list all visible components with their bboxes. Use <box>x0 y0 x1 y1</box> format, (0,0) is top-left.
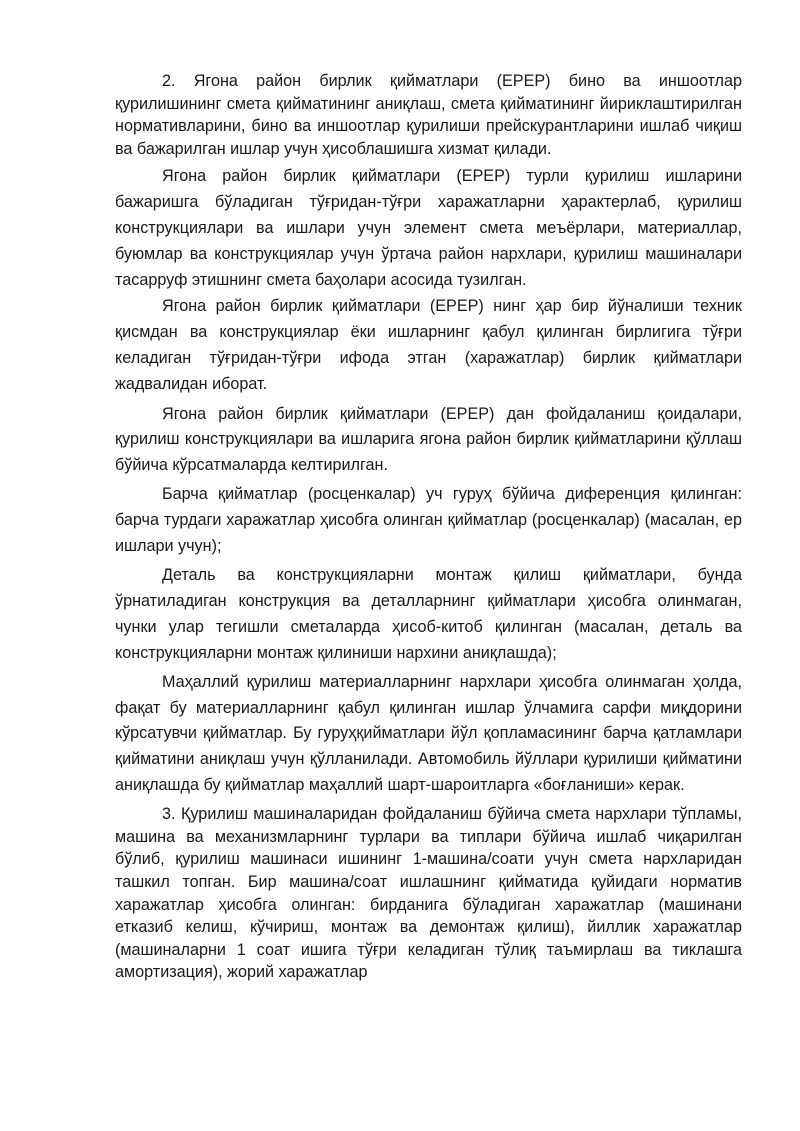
paragraph-1: 2. Ягона район бирлик қийматлари (ЕРЕР) бино ва иншоотлар қурилишининг смета қийматининг аниқлаш, смета қийматининг йириклаштирилган нормативларини, бино ва иншоотлар қурилиши прейскурантларини ишлаб чиқиш ва бажарилган ишлар учун ҳисоблашишга хизмат қилади. <box>115 72 742 158</box>
paragraph-2: Ягона район бирлик қийматлари (ЕРЕР) турли қурилиш ишларини бажаришга бўладиган тўғридан-тўғри харажатларни ҳарактерлаб, қурилиш конструкциялари ва ишлари учун элемент смета меъёрлари, материаллар, буюмлар ва конструкциялар учун ўртача район нархлари, қурилиш машиналари тасарруф этишнинг смета баҳолари асосида тузилган. <box>115 167 742 289</box>
paragraph-8: 3. Қурилиш машиналаридан фойдаланиш бўйича смета нархлари тўпламы, машина ва механизмларнинг турлари ва типлари бўйича ишлаб чиқарилган бўлиб, қурилиш машинаси ишининг 1-машина/соати учун смета нархларидан ташкил топган. Бир машина/соат ишлашнинг қийматида қуйидаги норматив харажатлар ҳисобга олинган: бирданига бўладиган харажатлар (машинани етказиб келиш, кўчириш, монтаж ва демонтаж қилиш), йиллик харажатлар (машиналарни 1 соат ишига тўғри келадиган тўлиқ таъмирлаш ва тиклашга амортизация), жорий харажатлар <box>115 805 742 982</box>
paragraph-5: Барча қийматлар (росценкалар) уч гуруҳ бўйича диференция қилинган: барча турдаги харажатлар ҳисобга олинган қийматлар (росценкалар) (масалан, ер ишлари учун); <box>115 485 742 556</box>
paragraph-4: Ягона район бирлик қийматлари (ЕРЕР) дан фойдаланиш қоидалари, қурилиш конструкциялари ва ишларига ягона район бирлик қийматларини қўллаш бўйича кўрсатмаларда келтирилган. <box>115 404 742 475</box>
paragraph-7: Маҳаллий қурилиш материалларнинг нархлари ҳисобга олинмаган ҳолда, фақат бу материалларнинг қабул қилинган ишлар ўлчамига сарфи миқдорини кўрсатувчи қийматлар. Бу гуруҳқийматлари йўл қопламасининг барча қатламлари қийматини аниқлаш учун қўлланилади. Автомобиль йўллари қурилиши қийматини аниқлашда бу қийматлар маҳаллий шарт-шароитларга «боғланиши» керак. <box>115 672 742 795</box>
paragraph-3: Ягона район бирлик қийматлари (ЕРЕР) нинг ҳар бир йўналиши техник қисмдан ва конструкциялар ёки ишларнинг қабул қилинган бирлигига тўғри келадиган тўғридан-тўғри ифода этган (харажатлар) бирлик қийматлари жадвалидан иборат. <box>115 296 742 393</box>
document-page <box>115 70 742 984</box>
paragraph-6: Деталь ва конструкцияларни монтаж қилиш қийматлари, бунда ўрнатиладиган конструкция ва деталларнинг қийматлари ҳисобга олинмаган, чунки улар тегишли сметаларда ҳисоб-китоб қилинган (масалан, деталь ва конструкцияларни монтаж қилиниши нархини аниқлашда); <box>115 565 742 662</box>
